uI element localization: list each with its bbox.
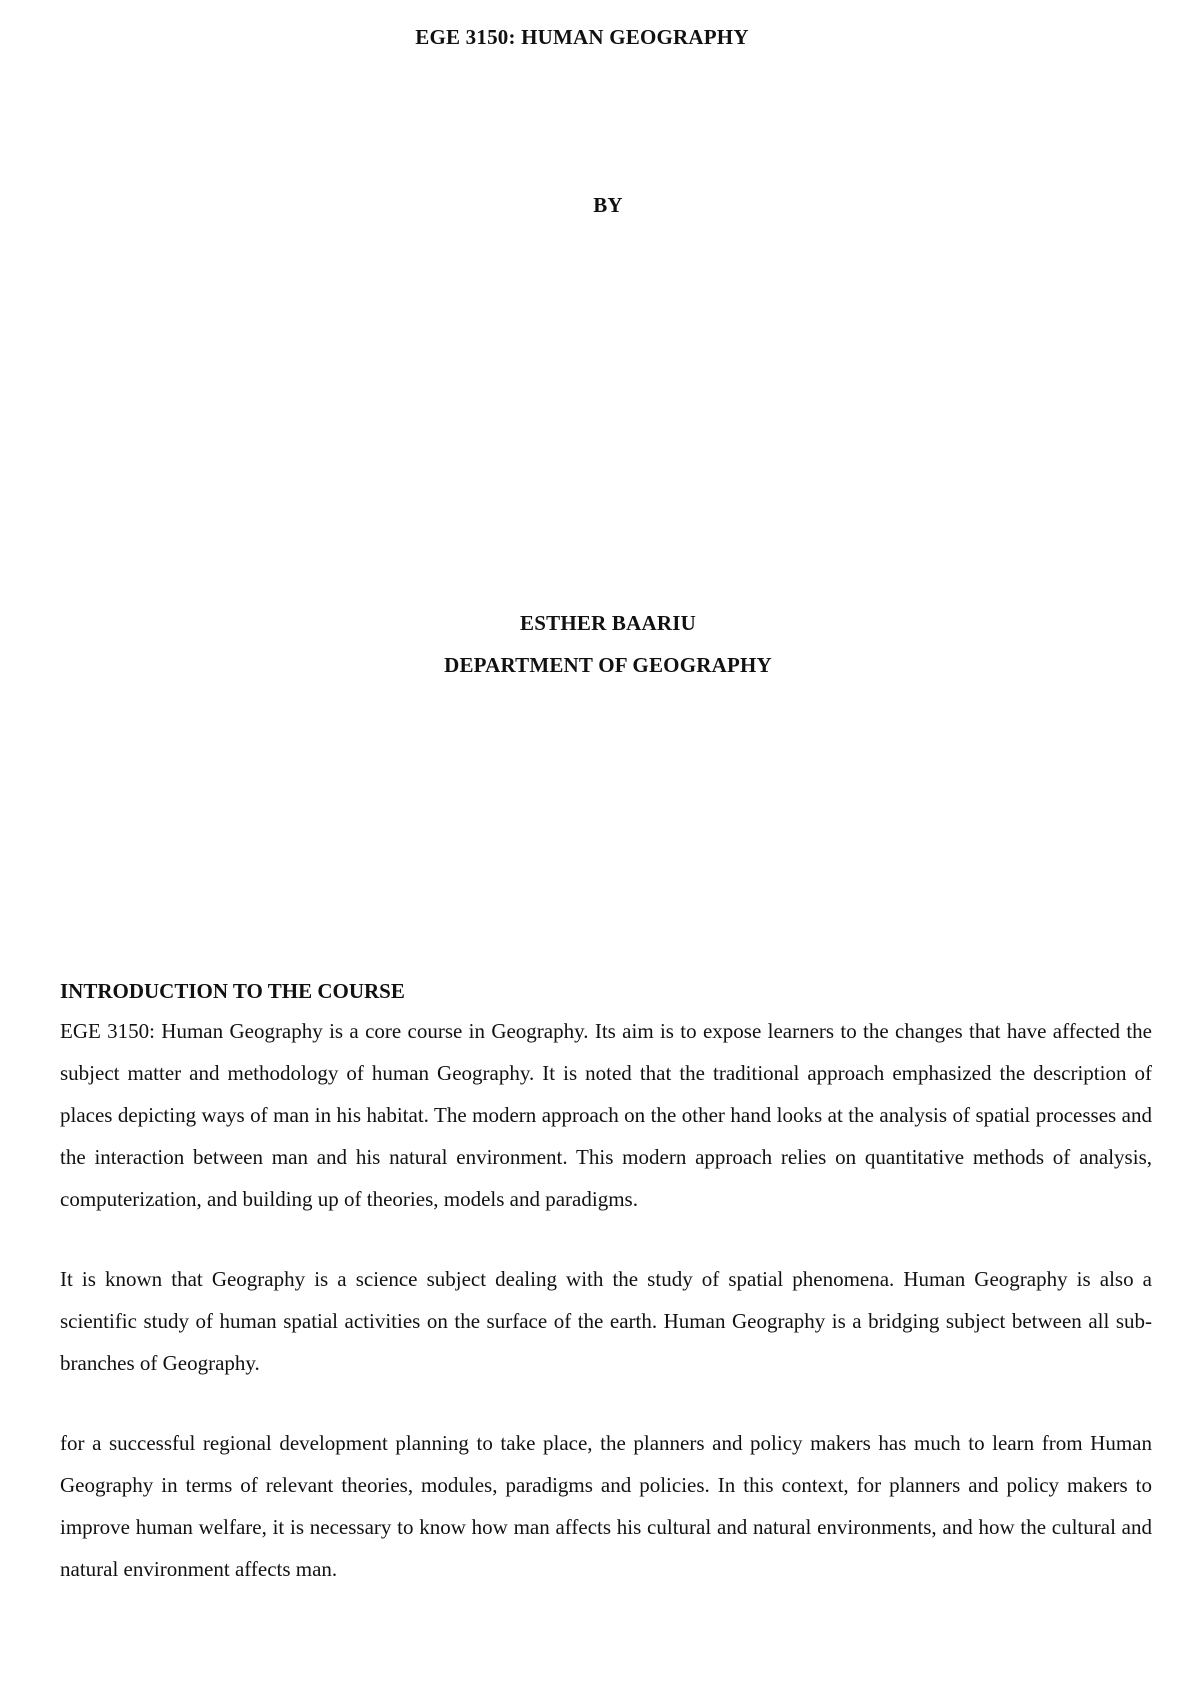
department-name: DEPARTMENT OF GEOGRAPHY	[444, 653, 772, 677]
paragraph-2: It is known that Geography is a science subject dealing with the study of spatial phenomena. Human Geography is also a scientific study of human spatial activities on the surface of the earth. Human Geography is a bridging subject between all sub-branches of Geography.	[60, 1267, 1152, 1375]
introduction-section	[60, 978, 1152, 1590]
section-heading: INTRODUCTION TO THE COURSE	[60, 979, 405, 1003]
course-title: EGE 3150: HUMAN GEOGRAPHY	[415, 25, 749, 49]
by-line: BY	[593, 193, 623, 217]
author-name: ESTHER BAARIU	[520, 611, 696, 635]
paragraph-3: for a successful regional development planning to take place, the planners and policy makers has much to learn from Human Geography in terms of relevant theories, modules, paradigms and policies. In this context, for planners and policy makers to improve human welfare, it is necessary to know how man affects his cultural and natural environments, and how the cultural and natural environment affects man.	[60, 1431, 1152, 1581]
paragraph-1: EGE 3150: Human Geography is a core course in Geography. Its aim is to expose learners to the changes that have affected the subject matter and methodology of human Geography. It is noted that the traditional approach emphasized the description of places depicting ways of man in his habitat. The modern approach on the other hand looks at the analysis of spatial processes and the interaction between man and his natural environment. This modern approach relies on quantitative methods of analysis, computerization, and building up of theories, models and paradigms.	[60, 1019, 1152, 1211]
